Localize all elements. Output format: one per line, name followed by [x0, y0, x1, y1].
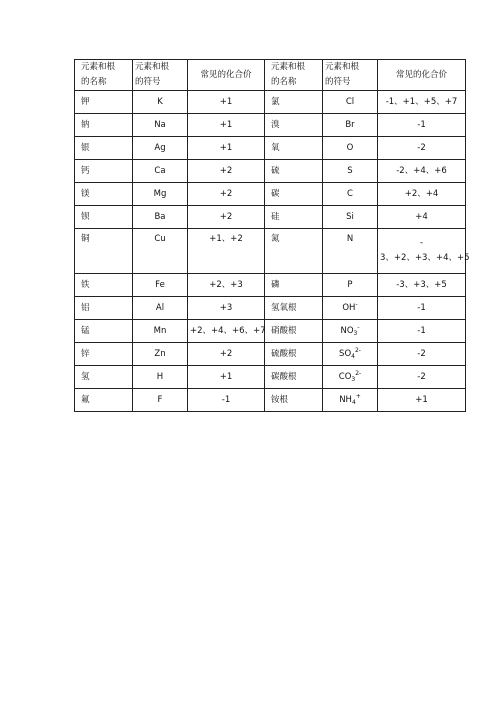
element-symbol: Al	[133, 297, 188, 320]
valence: - 3、+2、+3、+4、+5	[378, 229, 466, 274]
table-row	[75, 297, 466, 320]
element-name: 硫	[265, 160, 323, 183]
element-symbol: Ba	[133, 206, 188, 229]
valence: +2	[188, 206, 265, 229]
valence: +1、+2	[188, 229, 265, 274]
element-name: 磷	[265, 274, 323, 297]
valence: +1	[378, 389, 466, 412]
valence: +2、+4	[378, 183, 466, 206]
table-row	[75, 114, 466, 137]
element-name: 硅	[265, 206, 323, 229]
element-symbol: K	[133, 91, 188, 114]
valence: -3、+3、+5	[378, 274, 466, 297]
table-row	[75, 137, 466, 160]
element-name: 氢氧根	[265, 297, 323, 320]
element-symbol: Fe	[133, 274, 188, 297]
table-row	[75, 389, 466, 412]
element-symbol: Na	[133, 114, 188, 137]
element-name: 铵根	[265, 389, 323, 412]
element-name: 钙	[75, 160, 133, 183]
valence: -1	[378, 114, 466, 137]
element-name: 氢	[75, 366, 133, 389]
element-name: 铝	[75, 297, 133, 320]
element-name: 钠	[75, 114, 133, 137]
valence: -2、+4、+6	[378, 160, 466, 183]
element-name: 钡	[75, 206, 133, 229]
element-symbol: Si	[323, 206, 378, 229]
radical-symbol: $CO_3^{2-}$	[323, 366, 378, 389]
radical-symbol: $NO_3^-$	[323, 320, 378, 343]
element-symbol: F	[133, 389, 188, 412]
table-row	[75, 160, 466, 183]
valence: -2	[378, 366, 466, 389]
element-name: 钾	[75, 91, 133, 114]
header-element-symbol-2: 元素和根 的符号	[323, 60, 378, 91]
element-symbol: Mg	[133, 183, 188, 206]
element-name: 硝酸根	[265, 320, 323, 343]
valence: +2	[188, 160, 265, 183]
valence: +2	[188, 343, 265, 366]
radical-symbol: OH-	[323, 297, 378, 320]
element-name: 碳酸根	[265, 366, 323, 389]
table-row	[75, 343, 466, 366]
element-name: 锌	[75, 343, 133, 366]
element-name: 氧	[265, 137, 323, 160]
element-name: 碳	[265, 183, 323, 206]
valence: +1	[188, 91, 265, 114]
element-name: 氯	[265, 91, 323, 114]
element-symbol: O	[323, 137, 378, 160]
valence: -1、+1、+5、+7	[378, 91, 466, 114]
table-row	[75, 320, 466, 343]
radical-symbol: $NH_4^+$	[323, 389, 378, 412]
valence: +2、+4、+6、+7	[188, 320, 265, 343]
table-row	[75, 206, 466, 229]
element-name: 氟	[75, 389, 133, 412]
element-symbol: H	[133, 366, 188, 389]
table-row	[75, 91, 466, 114]
header-element-name: 元素和根 的名称	[75, 60, 133, 91]
valence: -2	[378, 137, 466, 160]
element-symbol: N	[323, 229, 378, 274]
element-symbol: Mn	[133, 320, 188, 343]
valence-table	[74, 59, 470, 412]
element-symbol: Ca	[133, 160, 188, 183]
element-symbol: Cu	[133, 229, 188, 274]
valence: +3	[188, 297, 265, 320]
header-element-name-2: 元素和根 的名称	[265, 60, 323, 91]
valence: +4	[378, 206, 466, 229]
valence: +1	[188, 366, 265, 389]
table-row	[75, 183, 466, 206]
valence: -1	[378, 320, 466, 343]
element-name: 镁	[75, 183, 133, 206]
element-symbol: Br	[323, 114, 378, 137]
header-valence: 常见的化合价	[188, 60, 265, 91]
valence: +1	[188, 114, 265, 137]
element-name: 铜	[75, 229, 133, 274]
element-name: 铁	[75, 274, 133, 297]
valence: -1	[378, 297, 466, 320]
header-row	[75, 60, 466, 91]
element-name: 银	[75, 137, 133, 160]
valence: +2、+3	[188, 274, 265, 297]
element-symbol: C	[323, 183, 378, 206]
header-valence-2: 常见的化合价	[378, 60, 466, 91]
element-symbol: P	[323, 274, 378, 297]
table-row	[75, 229, 466, 274]
element-name: 氮	[265, 229, 323, 274]
element-symbol: Zn	[133, 343, 188, 366]
valence: -1	[188, 389, 265, 412]
radical-symbol: $SO_4^{2-}$	[323, 343, 378, 366]
element-symbol: S	[323, 160, 378, 183]
table-row	[75, 366, 466, 389]
valence: +2	[188, 183, 265, 206]
element-symbol: Cl	[323, 91, 378, 114]
element-symbol: Ag	[133, 137, 188, 160]
header-element-symbol: 元素和根 的符号	[133, 60, 188, 91]
element-name: 硫酸根	[265, 343, 323, 366]
element-name: 溴	[265, 114, 323, 137]
table-row	[75, 274, 466, 297]
element-name: 锰	[75, 320, 133, 343]
valence: -2	[378, 343, 466, 366]
valence: +1	[188, 137, 265, 160]
